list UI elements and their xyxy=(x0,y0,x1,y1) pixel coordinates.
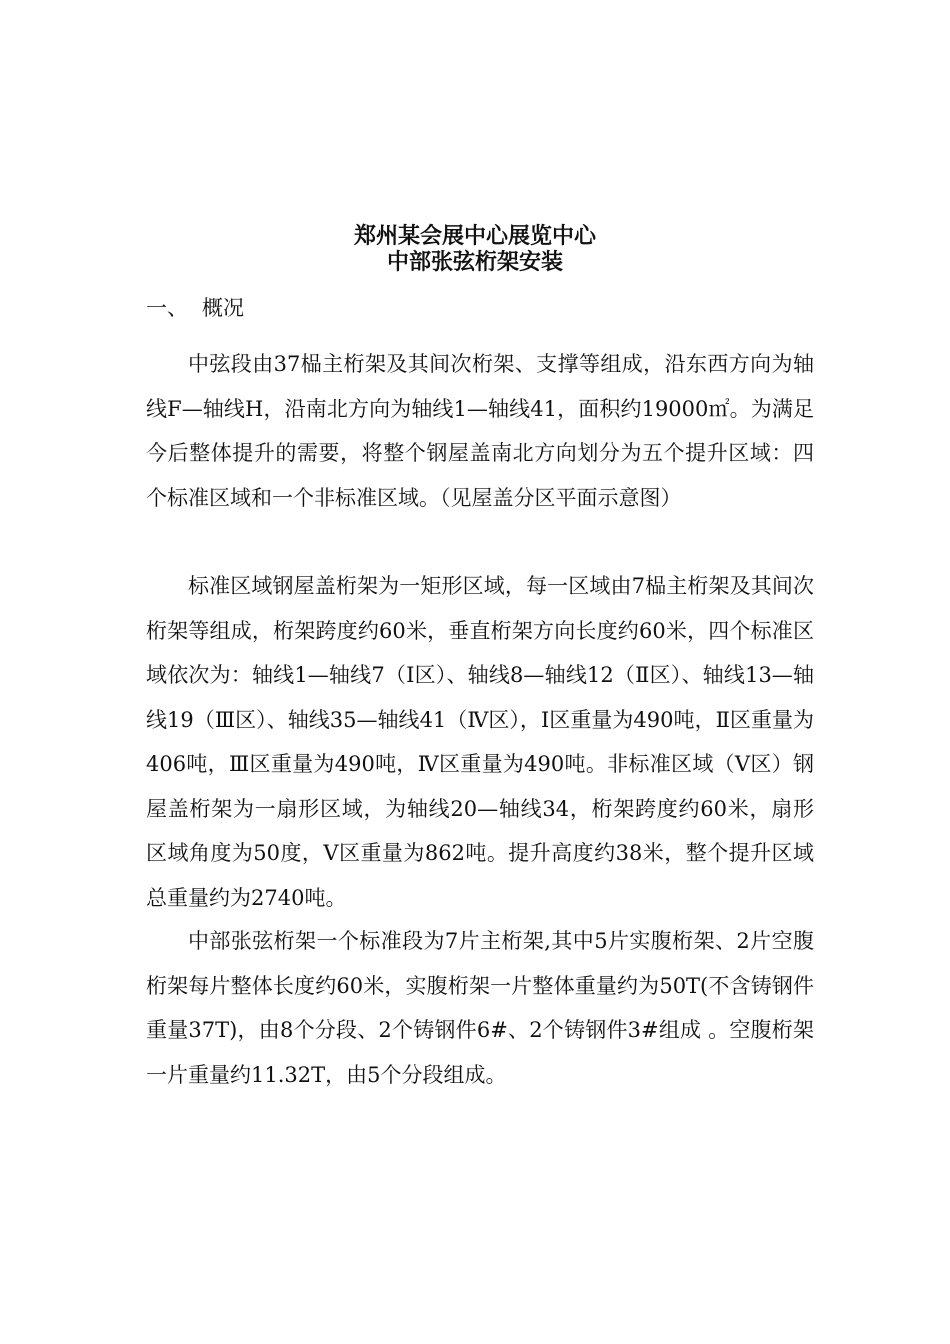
paragraph-truss-segments: 中部张弦桁架一个标准段为7片主桁架,其中5片实腹桁架、2片空腹桁架每片整体长度约60米，实腹桁架一片整体重量约为50T(不含铸钢件重量37T)，由8个分段、2个铸钢件6#、2个铸钢件3#组成 。空腹桁架一片重量约11.32T，由5个分段组成。 xyxy=(146,929,814,1087)
section-heading xyxy=(146,294,244,322)
document-title-line-2: 中部张弦桁架安装 xyxy=(386,250,563,275)
section-title: 概况 xyxy=(202,296,244,320)
section-number: 一、 xyxy=(146,296,188,320)
paragraph-standard-areas: 标准区域钢屋盖桁架为一矩形区域，每一区域由7榀主桁架及其间次桁架等组成，桁架跨度约60米，垂直桁架方向长度约60米，四个标准区域依次为：轴线1—轴线7（Ⅰ区）、轴线8—轴线12（Ⅱ区）、轴线13—轴线19（Ⅲ区）、轴线35—轴线41（Ⅳ区），Ⅰ区重量为490吨，Ⅱ区重量为406吨，Ⅲ区重量为490吨，Ⅳ区重量为490吨。非标准区域（Ⅴ区）钢屋盖桁架为一扇形区域，为轴线20—轴线34，桁架跨度约60米，扇形区域角度为50度，Ⅴ区重量为862吨。提升高度约38米，整个提升区域总重量约为2740吨。 xyxy=(146,574,814,910)
document-title-line-1: 郑州某会展中心展览中心 xyxy=(353,224,596,249)
paragraph-overview: 中弦段由37榀主桁架及其间次桁架、支撑等组成，沿东西方向为轴线F—轴线H，沿南北方向为轴线1—轴线41，面积约19000㎡。为满足今后整体提升的需要，将整个钢屋盖南北方向划分为五个提升区域：四个标准区域和一个非标准区域。（见屋盖分区平面示意图） xyxy=(146,352,814,510)
